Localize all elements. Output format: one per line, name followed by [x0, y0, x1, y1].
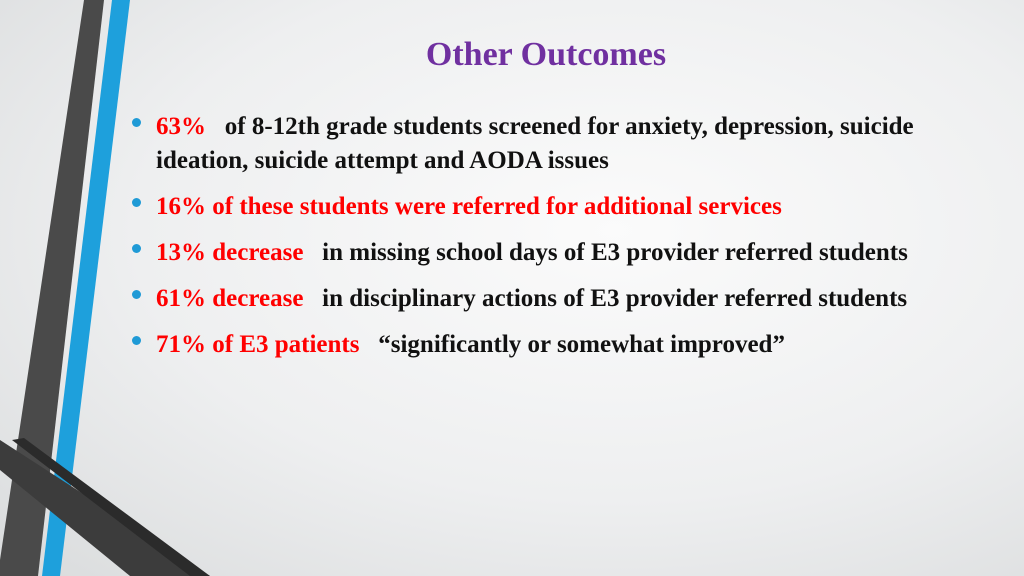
- bullet-highlight: 16% of these students were referred for additional services: [156, 193, 782, 220]
- bullet-text: in missing school days of E3 provider referred students: [322, 239, 908, 266]
- bullet-highlight: 13% decrease: [156, 239, 304, 266]
- bullet-dot-icon: [132, 290, 141, 299]
- slide-title: Other Outcomes: [425, 36, 667, 73]
- list-item: [128, 282, 988, 316]
- list-item: [128, 328, 988, 362]
- bullet-dot-icon: [132, 198, 141, 207]
- bullet-highlight: 71% of E3 patients: [156, 331, 360, 358]
- bullet-dot-icon: [132, 336, 141, 345]
- list-item: [128, 110, 988, 178]
- bullet-dot-icon: [132, 118, 141, 127]
- bullet-highlight: 61% decrease: [156, 285, 304, 312]
- bullet-text: “significantly or somewhat improved”: [378, 331, 785, 358]
- list-item: [128, 236, 988, 270]
- bullet-text: in disciplinary actions of E3 provider referred students: [322, 285, 908, 312]
- bullet-highlight: 63%: [156, 113, 206, 140]
- bullet-text: of 8-12th grade students screened for anxiety, depression, suicide ideation, suicide attempt and AODA issues: [156, 113, 914, 174]
- outcomes-list: [128, 110, 988, 374]
- list-item: [128, 190, 988, 224]
- bullet-dot-icon: [132, 244, 141, 253]
